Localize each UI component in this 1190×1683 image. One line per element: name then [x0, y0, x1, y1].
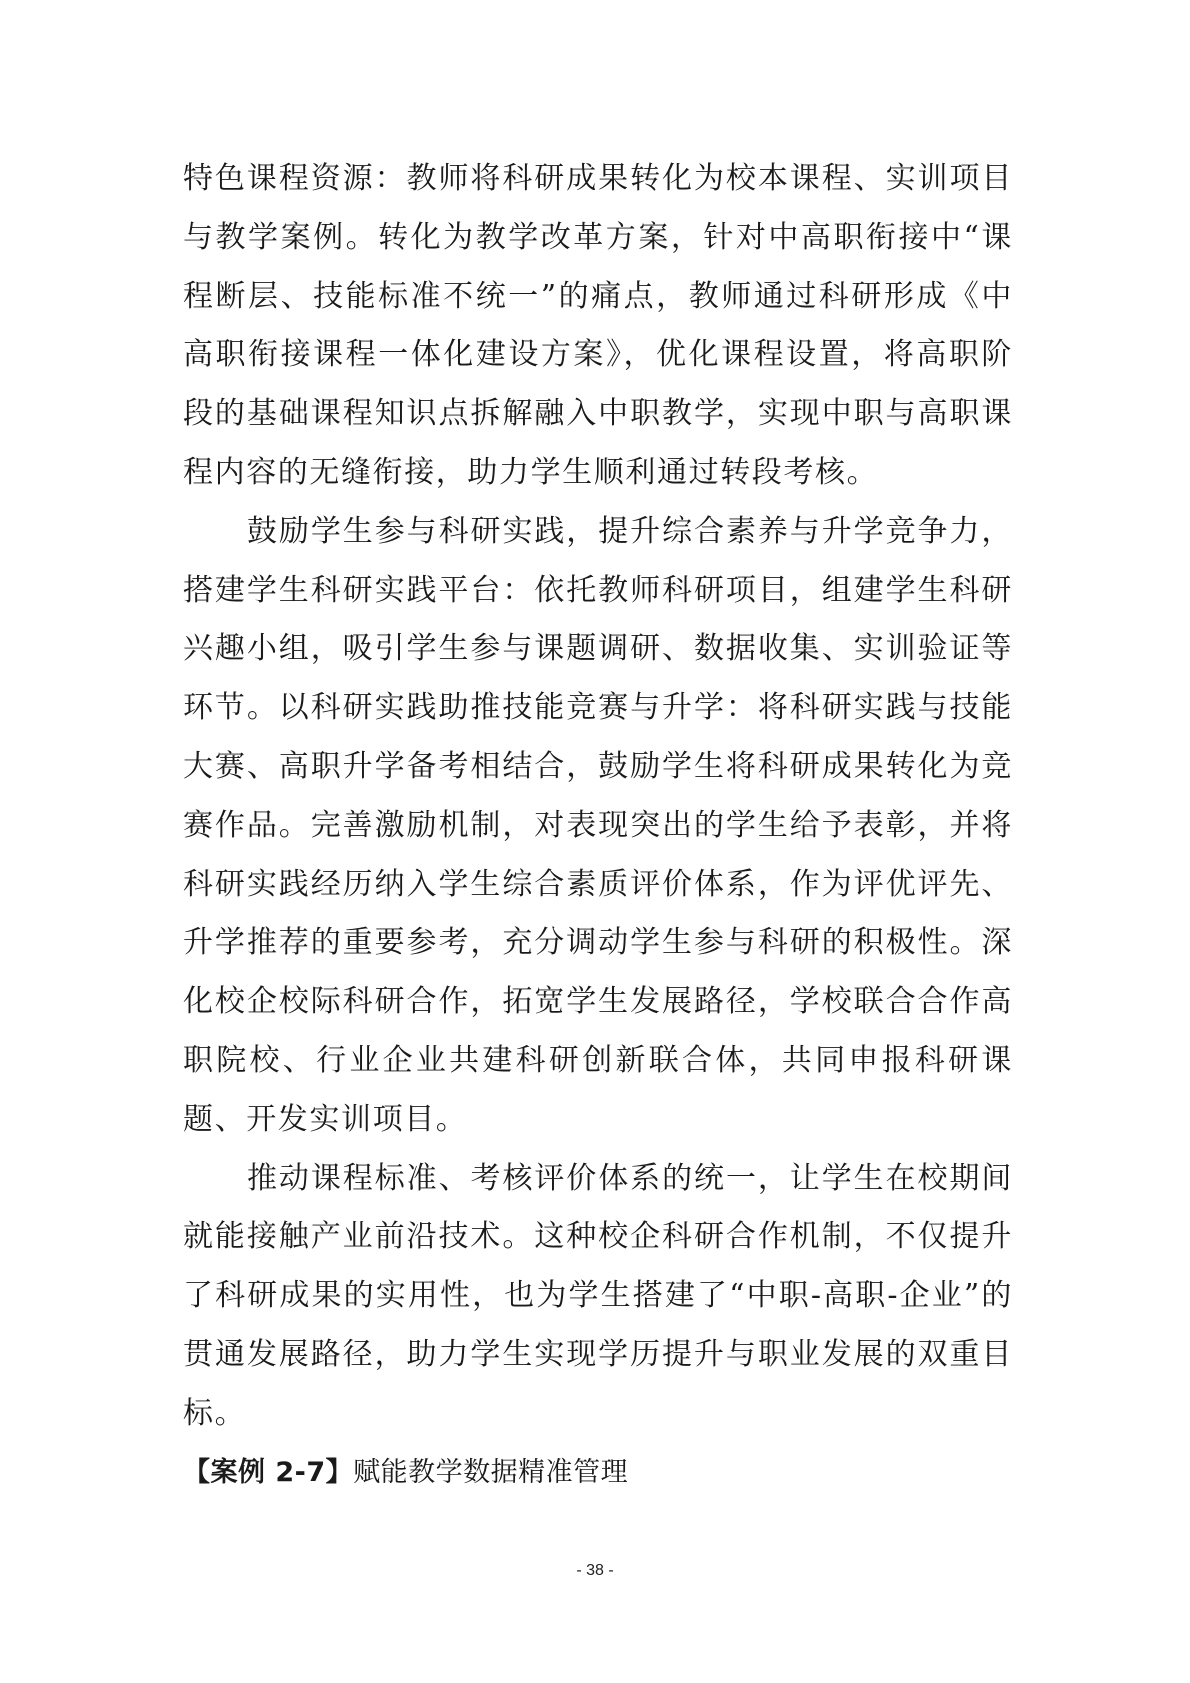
- document-body: [183, 150, 1013, 1502]
- case-heading: [183, 1444, 1013, 1502]
- case-heading-label: 【案例 2-7】: [183, 1456, 354, 1488]
- paragraph-student-research: 鼓励学生参与科研实践，提升综合素养与升学竞争力，搭建学生科研实践平台：依托教师科研项目，组建学生科研兴趣小组，吸引学生参与课题调研、数据收集、实训验证等环节。以科研实践助推技能竞赛与升学：将科研实践与技能大赛、高职升学备考相结合，鼓励学生将科研成果转化为竞赛作品。完善激励机制，对表现突出的学生给予表彰，并将科研实践经历纳入学生综合素质评价体系，作为评优评先、升学推荐的重要参考，充分调动学生参与科研的积极性。深化校企校际科研合作，拓宽学生发展路径，学校联合合作高职院校、行业企业共建科研创新联合体，共同申报科研课题、开发实训项目。: [183, 513, 1013, 1137]
- paragraph-standards-unification: 推动课程标准、考核评价体系的统一，让学生在校期间就能接触产业前沿技术。这种校企科研合作机制，不仅提升了科研成果的实用性，也为学生搭建了“中职-高职-企业”的贯通发展路径，助力学生实现学历提升与职业发展的双重目标。: [183, 1160, 1013, 1431]
- page-number: - 38 -: [576, 1562, 614, 1579]
- case-heading-title: 赋能教学数据精准管理: [353, 1456, 629, 1488]
- paragraph-course-resources: 特色课程资源：教师将科研成果转化为校本课程、实训项目与教学案例。转化为教学改革方案，针对中高职衔接中“课程断层、技能标准不统一”的痛点，教师通过科研形成《中高职衔接课程一体化建设方案》，优化课程设置，将高职阶段的基础课程知识点拆解融入中职教学，实现中职与高职课程内容的无缝衔接，助力学生顺利通过转段考核。: [183, 161, 1013, 490]
